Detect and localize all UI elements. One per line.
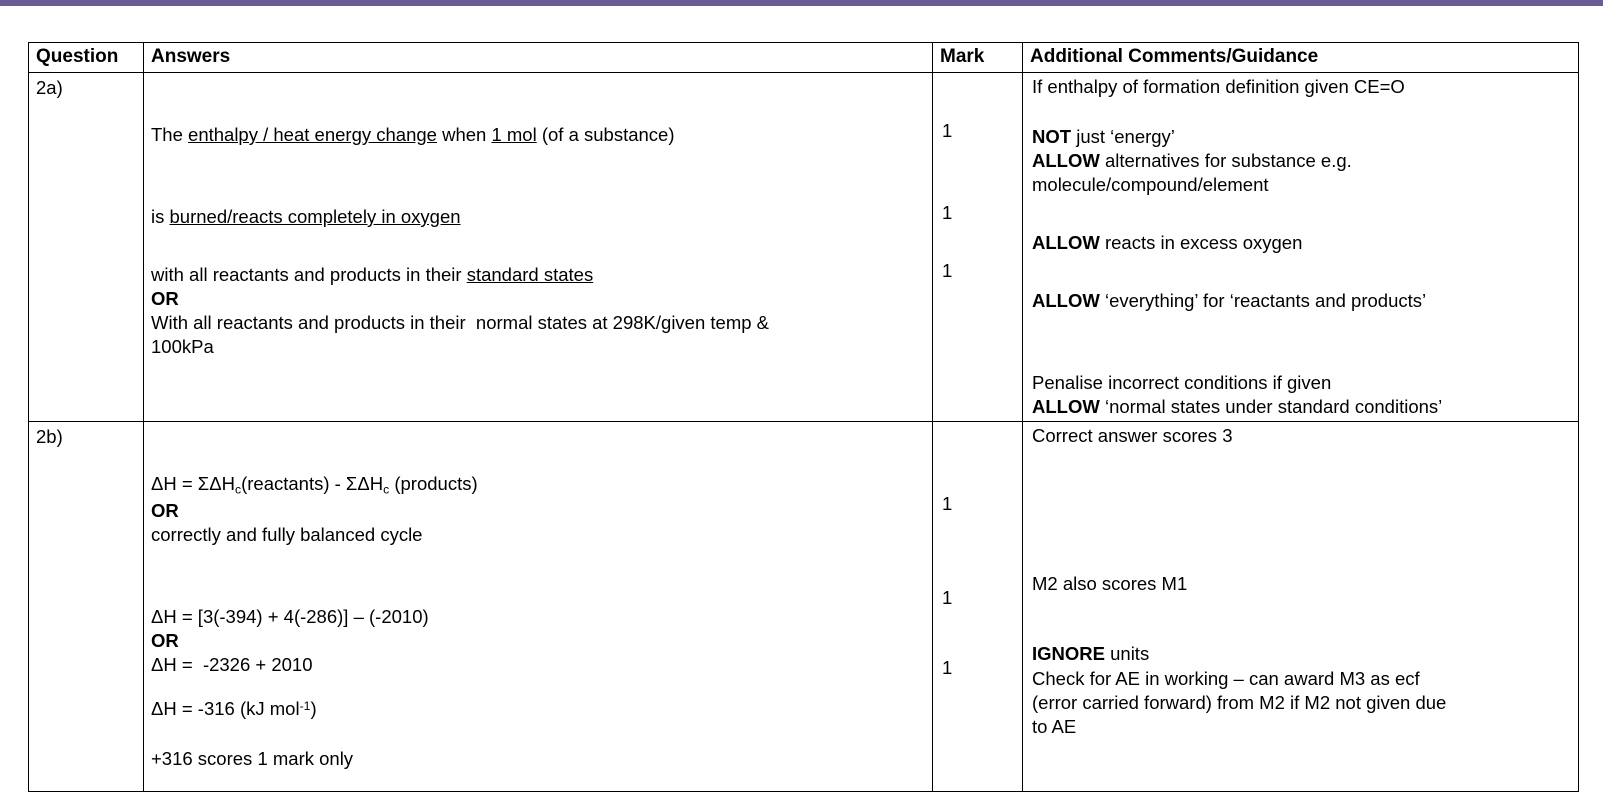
mark-cell-2b: [933, 422, 1023, 792]
header-cell-question: [29, 43, 144, 73]
table-row-2a: [29, 73, 1579, 422]
accent-top-bar: [0, 0, 1603, 6]
question-cell-2a: [29, 73, 144, 422]
guidance-note: [1032, 289, 1572, 313]
spacer: [1032, 448, 1572, 538]
mark-value: 1: [942, 657, 953, 679]
mark-value: 1: [942, 202, 953, 224]
spacer: [151, 147, 924, 205]
answer-point-2a-1: [151, 123, 924, 147]
spacer: [151, 77, 924, 123]
answers-content-2b: [144, 422, 932, 791]
answer-alt-2a-3a: With all reactants and products in their normal states at 298K/given temp &: [151, 312, 770, 334]
guidance-note: M2 also scores M1: [1032, 573, 1188, 595]
answer-text: (products): [389, 473, 478, 495]
mark-values-2b: [933, 422, 1022, 680]
answer-underlined-key: standard states: [466, 264, 594, 286]
answer-alt-2b-2: ΔH = -2326 + 2010: [151, 653, 313, 675]
question-label-2b: 2b): [36, 426, 63, 448]
header-question-label: Question: [36, 46, 119, 67]
spacer: [1032, 255, 1572, 289]
answer-or-connector: OR: [151, 288, 179, 310]
answer-equation-2b-1: [151, 472, 924, 498]
answer-point-2a-2: [151, 205, 924, 229]
guidance-note: [1032, 395, 1572, 419]
subscript-c: c: [234, 482, 242, 497]
question-cell-2b: [29, 422, 144, 792]
guidance-text: units: [1104, 643, 1150, 665]
spacer: [942, 516, 1022, 586]
guidance-content-2a: [1023, 73, 1578, 421]
guidance-keyword: ALLOW: [1032, 290, 1100, 312]
answer-text: ΔH = ΣΔH: [151, 473, 235, 495]
guidance-text: reacts in excess oxygen: [1099, 232, 1303, 254]
guidance-keyword: ALLOW: [1032, 150, 1100, 172]
table-row-2b: [29, 422, 1579, 792]
header-mark-label: Mark: [940, 46, 985, 67]
answer-text: ): [310, 697, 317, 719]
header-cell-mark: [933, 43, 1023, 73]
spacer: [942, 225, 1022, 259]
guidance-cell-2b: [1023, 422, 1579, 792]
guidance-keyword: ALLOW: [1032, 232, 1100, 254]
guidance-note: [1032, 125, 1572, 149]
guidance-text: alternatives for substance e.g.: [1099, 150, 1352, 172]
spacer: [151, 771, 924, 787]
answer-underlined-key: 1 mol: [491, 124, 537, 145]
mark-cell-2a: [933, 73, 1023, 422]
guidance-note: to AE: [1032, 715, 1077, 737]
table-header-row: [29, 43, 1579, 73]
answer-text: when: [436, 124, 492, 145]
answer-point-2a-3: [151, 263, 924, 287]
guidance-text: ‘normal states under standard conditions’: [1099, 396, 1443, 418]
guidance-text: just ‘energy’: [1071, 126, 1175, 148]
answer-text: (of a substance): [536, 124, 675, 145]
answer-text: The: [151, 124, 189, 145]
answer-text: is: [151, 206, 170, 228]
guidance-note: Check for AE in working – can award M3 as ecf: [1032, 667, 1420, 689]
guidance-keyword: IGNORE: [1032, 643, 1105, 665]
guidance-note: (error carried forward) from M2 if M2 not given due: [1032, 691, 1447, 713]
guidance-note: Correct answer scores 3: [1032, 425, 1233, 447]
spacer: [151, 547, 924, 605]
answers-cell-2a: [144, 73, 933, 422]
answer-underlined-key: burned/reacts completely in oxygen: [169, 206, 461, 228]
header-cell-guidance: [1023, 43, 1579, 73]
mark-scheme-table: [28, 42, 1579, 792]
answer-text: (reactants) - ΣΔH: [241, 473, 384, 495]
spacer: [151, 426, 924, 472]
spacer: [1032, 99, 1572, 125]
guidance-text: ‘everything’ for ‘reactants and products’: [1099, 290, 1427, 312]
spacer: [1032, 596, 1572, 642]
mark-value: 1: [942, 493, 953, 515]
header-guidance-label: Additional Comments/Guidance: [1030, 46, 1319, 67]
spacer: [151, 677, 924, 697]
answers-content-2a: [144, 73, 932, 389]
spacer: [1032, 313, 1572, 371]
guidance-note: molecule/compound/element: [1032, 174, 1269, 196]
spacer: [942, 73, 1022, 119]
superscript-minus-one: -1: [299, 698, 311, 713]
answer-text: ΔH = -316 (kJ mol: [151, 697, 300, 719]
spacer: [942, 143, 1022, 201]
guidance-keyword: ALLOW: [1032, 396, 1100, 418]
answer-or-connector: OR: [151, 499, 179, 521]
spacer: [942, 422, 1022, 492]
answer-equation-2b-2: ΔH = [3(-394) + 4(-286)] – (-2010): [151, 605, 429, 627]
guidance-cell-2a: [1023, 73, 1579, 422]
guidance-keyword: NOT: [1032, 126, 1072, 148]
mark-value: 1: [942, 120, 953, 141]
spacer: [1032, 197, 1572, 231]
answer-alt-2b-1: correctly and fully balanced cycle: [151, 523, 423, 545]
header-answers-label: Answers: [151, 46, 231, 67]
answer-alt-2a-3b: 100kPa: [151, 336, 214, 358]
guidance-content-2b: [1023, 422, 1578, 740]
guidance-note: [1032, 149, 1572, 173]
spacer: [151, 229, 924, 263]
guidance-note: Penalise incorrect conditions if given: [1032, 372, 1332, 394]
answer-or-connector: OR: [151, 629, 179, 651]
mark-value: 1: [942, 260, 953, 282]
mark-values-2a: [933, 73, 1022, 283]
answer-underlined-key: enthalpy / heat energy change: [188, 124, 437, 145]
spacer: [151, 721, 924, 747]
answer-note-2b: +316 scores 1 mark only: [151, 747, 354, 769]
guidance-note: If enthalpy of formation definition given CE=O: [1032, 76, 1405, 97]
question-label-2a: 2a): [36, 77, 63, 98]
spacer: [1032, 538, 1572, 572]
header-cell-answers: [144, 43, 933, 73]
subscript-c: c: [383, 482, 390, 497]
guidance-note: [1032, 231, 1572, 255]
spacer: [942, 610, 1022, 656]
mark-value: 1: [942, 587, 953, 609]
answer-equation-2b-3: [151, 697, 924, 721]
answers-cell-2b: [144, 422, 933, 792]
mark-scheme-sheet: [28, 42, 1578, 792]
answer-text: with all reactants and products in their: [151, 264, 467, 286]
guidance-note: [1032, 642, 1572, 666]
spacer: [151, 359, 924, 385]
